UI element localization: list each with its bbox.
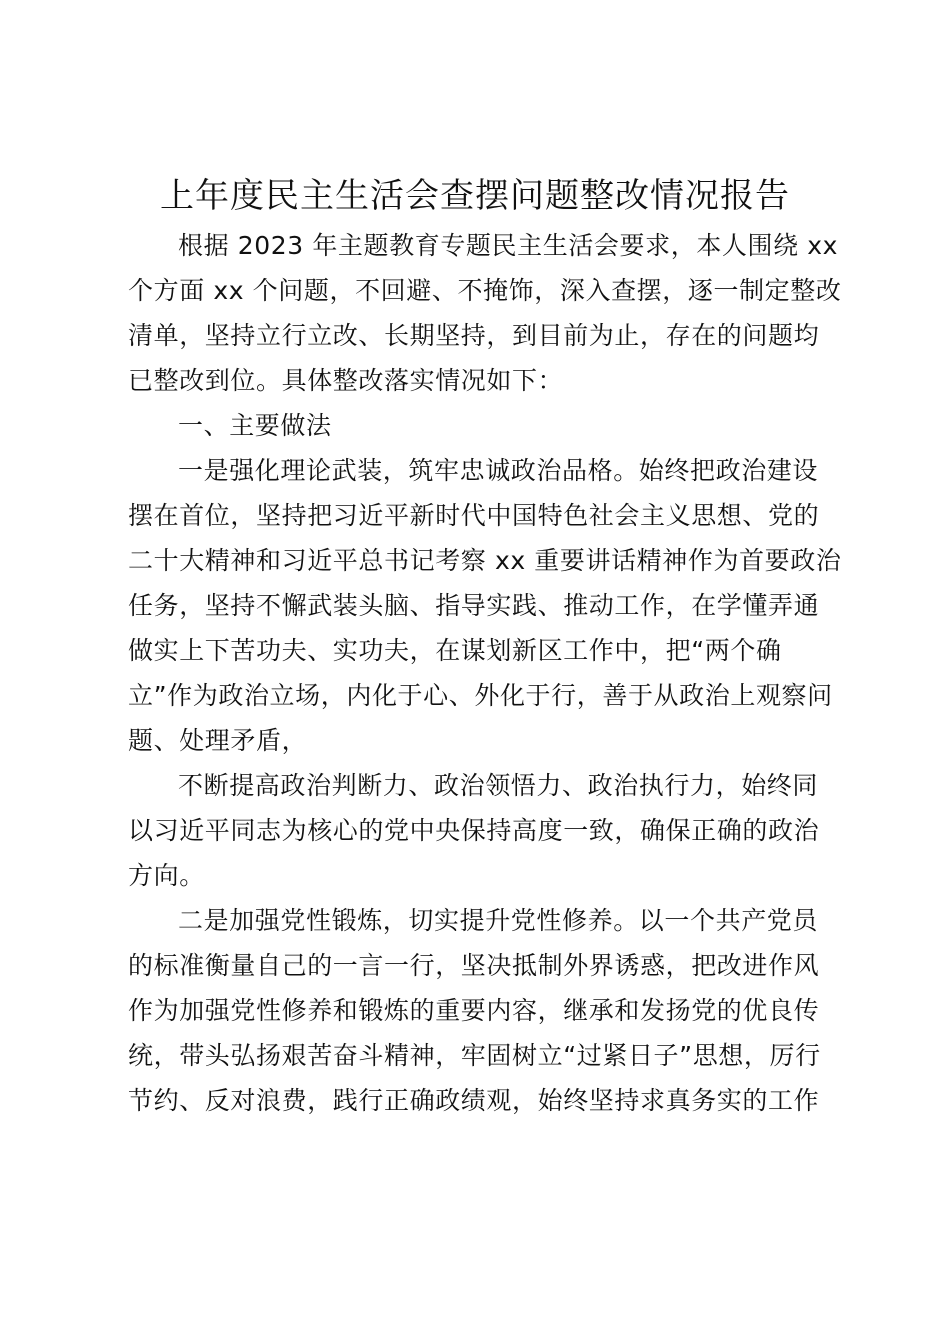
body-line: 已整改到位。具体整改落实情况如下： [128, 366, 564, 395]
body-line: 的标准衡量自己的一言一行，坚决抵制外界诱惑，把改进作风 [128, 951, 820, 980]
body-line: 一是强化理论武装，筑牢忠诚政治品格。始终把政治建设 [178, 456, 819, 485]
document-title: 上年度民主生活会查摆问题整改情况报告 [160, 176, 790, 216]
body-line: 以习近平同志为核心的党中央保持高度一致，确保正确的政治 [128, 816, 820, 845]
body-line: 统，带头弘扬艰苦奋斗精神，牢固树立“过紧日子”思想，厉行 [128, 1041, 821, 1070]
body-line: 清单，坚持立行立改、长期坚持，到目前为止，存在的问题均 [128, 321, 820, 350]
body-line: 二十大精神和习近平总书记考察 xx 重要讲话精神作为首要政治 [128, 546, 842, 575]
body-line: 不断提高政治判断力、政治领悟力、政治执行力，始终同 [178, 771, 819, 800]
body-line: 个方面 xx 个问题，不回避、不掩饰，深入查摆，逐一制定整改 [128, 276, 842, 305]
body-line: 摆在首位，坚持把习近平新时代中国特色社会主义思想、党的 [128, 501, 820, 530]
body-line: 任务，坚持不懈武装头脑、指导实践、推动工作，在学懂弄通 [128, 591, 820, 620]
body-line: 做实上下苦功夫、实功夫，在谋划新区工作中，把“两个确 [128, 636, 782, 665]
body-line: 作为加强党性修养和锻炼的重要内容，继承和发扬党的优良传 [128, 996, 820, 1025]
body-line: 题、处理矛盾， [128, 726, 308, 755]
body-line: 立”作为政治立场，内化于心、外化于行，善于从政治上观察问 [128, 681, 833, 710]
body-line: 节约、反对浪费，践行正确政绩观，始终坚持求真务实的工作 [128, 1086, 820, 1115]
body-line: 方向。 [128, 861, 205, 890]
section-heading: 一、主要做法 [178, 411, 332, 440]
body-line: 二是加强党性锻炼，切实提升党性修养。以一个共产党员 [178, 906, 819, 935]
body-line: 根据 2023 年主题教育专题民主生活会要求，本人围绕 xx [178, 231, 839, 260]
